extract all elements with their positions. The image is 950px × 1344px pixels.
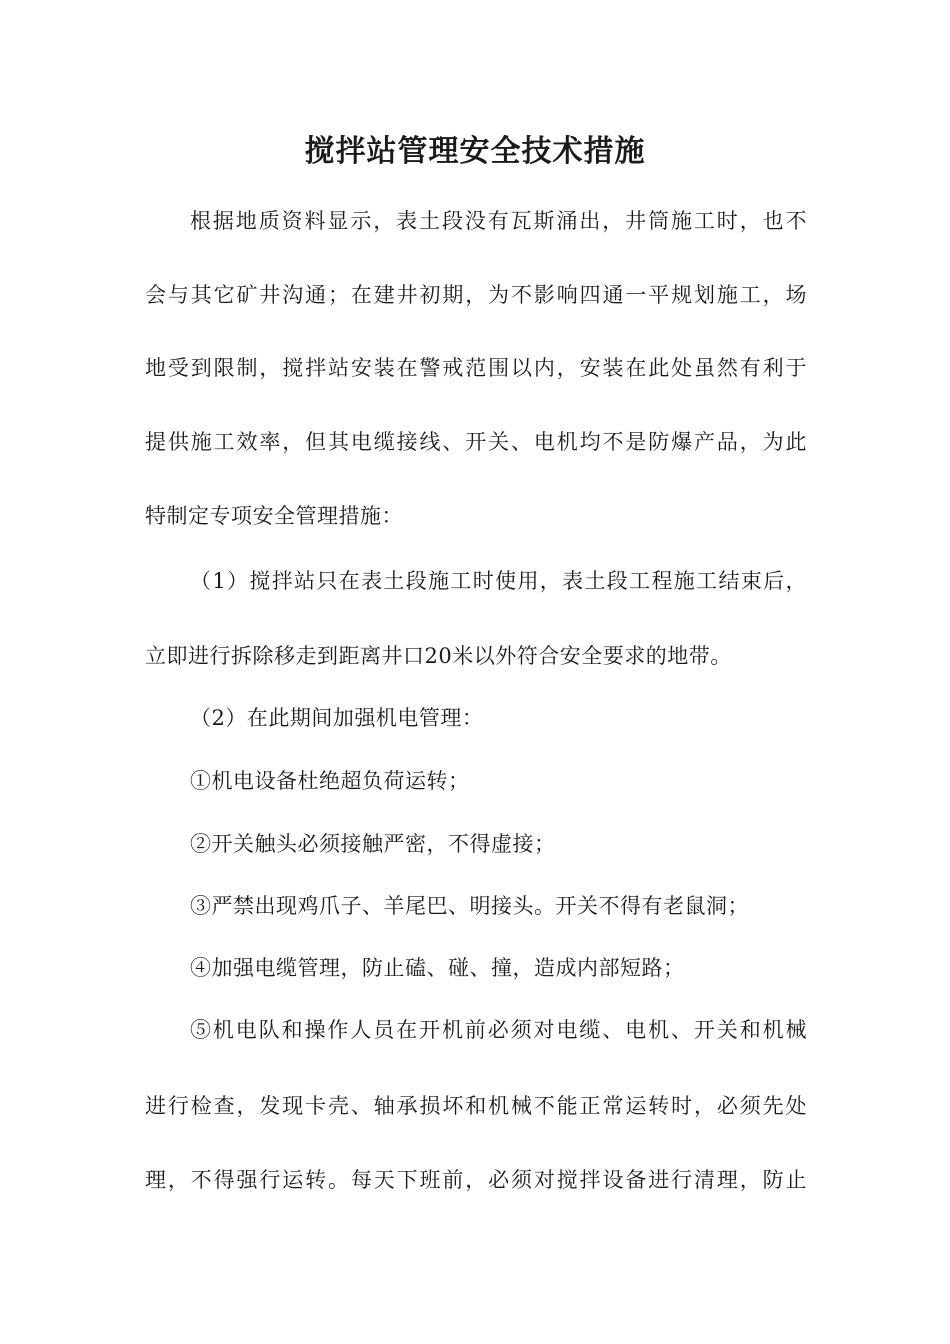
sub-item-2: ②开关触头必须接触严密，不得虚接； [190,832,556,856]
paragraph-line: 地受到限制，搅拌站安装在警戒范围以内，安装在此处虽然有利于 [145,356,807,380]
sub-item-5-line: 进行检查，发现卡壳、轴承损坏和机械不能正常运转时，必须先处 [145,1094,807,1118]
paragraph-line: 特制定专项安全管理措施： [145,504,403,528]
document-title: 搅拌站管理安全技术措施 [304,134,646,169]
paragraph-line: 根据地质资料显示，表土段没有瓦斯涌出，井筒施工时，也不 [190,209,807,233]
list-item-1-line: （1）搅拌站只在表土段施工时使用，表土段工程施工结束后， [190,569,807,593]
sub-item-4: ④加强电缆管理，防止磕、碰、撞，造成内部短路； [190,956,685,980]
sub-item-5-line: 理，不得强行运转。每天下班前，必须对搅拌设备进行清理，防止 [145,1168,807,1192]
list-item-2: （2）在此期间加强机电管理： [190,706,484,730]
paragraph-line: 提供施工效率，但其电缆接线、开关、电机均不是防爆产品，为此 [145,430,807,454]
sub-item-1: ①机电设备杜绝超负荷运转； [190,769,470,793]
sub-item-5-line: ⑤机电队和操作人员在开机前必须对电缆、电机、开关和机械 [190,1018,807,1042]
paragraph-line: 会与其它矿井沟通；在建井初期，为不影响四通一平规划施工，场 [145,283,807,307]
sub-item-3: ③严禁出现鸡爪子、羊尾巴、明接头。开关不得有老鼠洞； [190,894,749,918]
list-item-1-line: 立即进行拆除移走到距离井口20米以外符合安全要求的地带。 [145,644,732,668]
